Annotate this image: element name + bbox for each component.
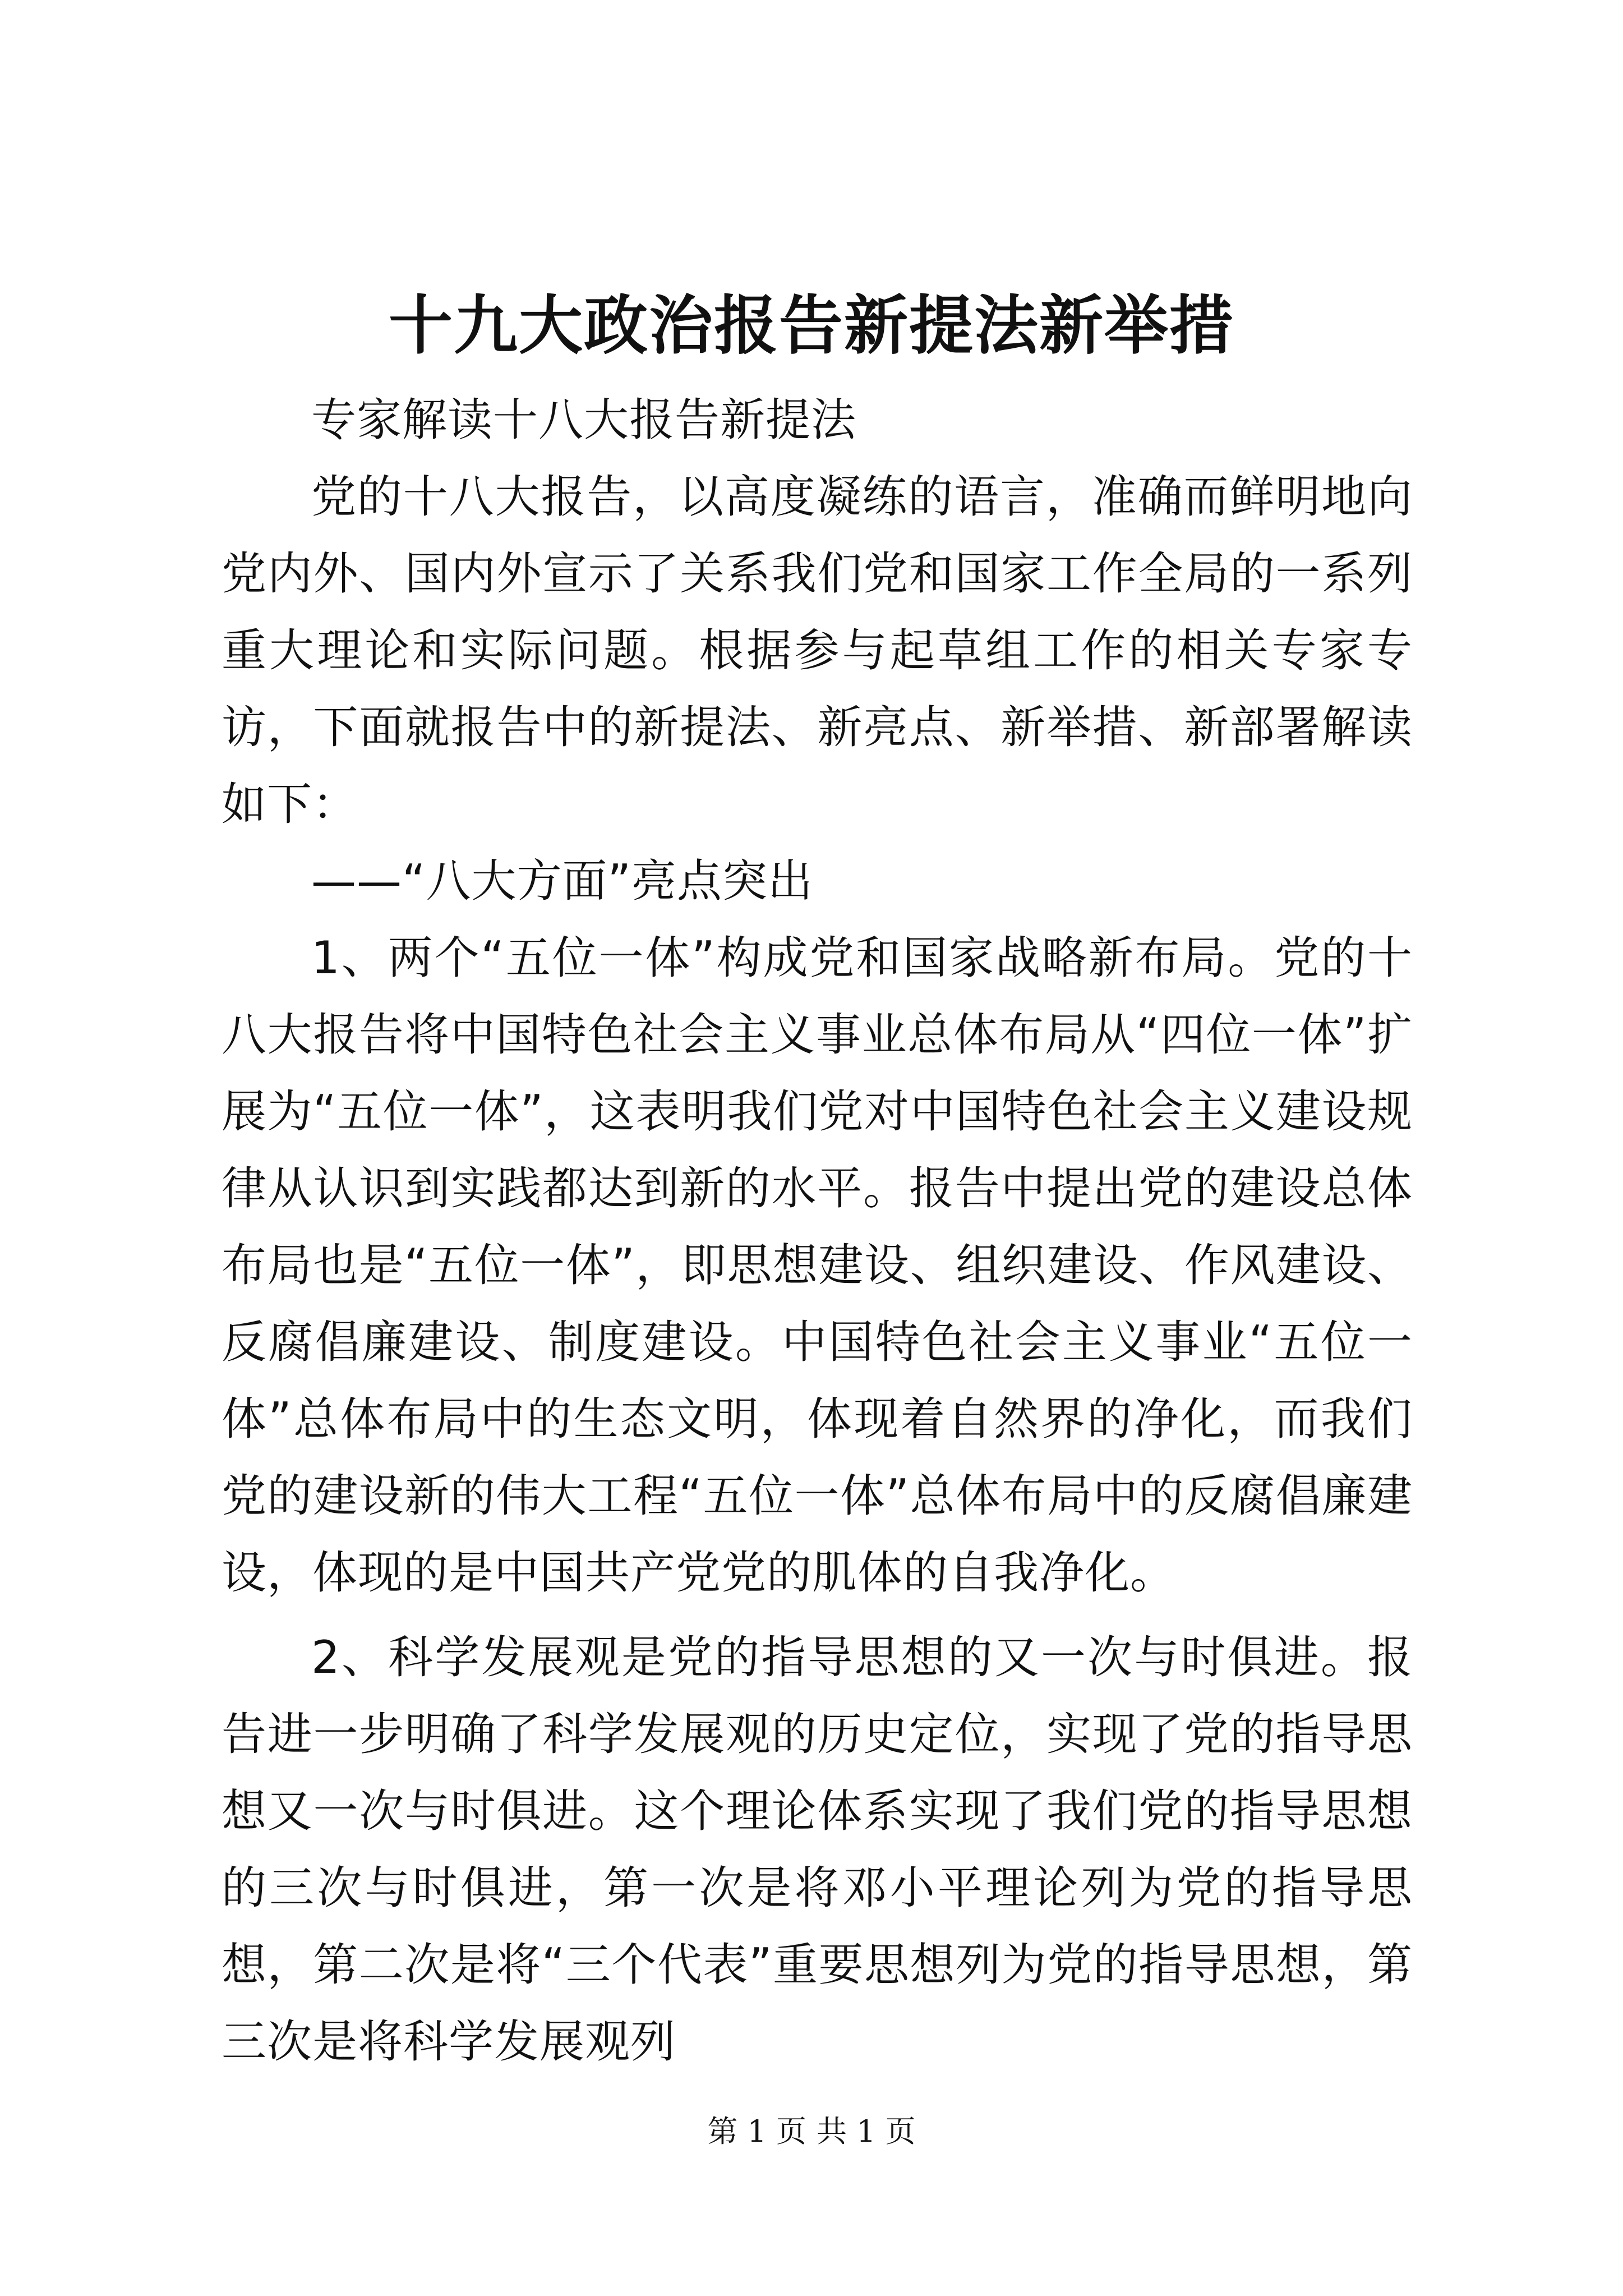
point-1-paragraph: 1、两个“五位一体”构成党和国家战略新布局。党的十八大报告将中国特色社会主义事业总体布局从“四位一体”扩展为“五位一体”，这表明我们党对中国特色社会主义建设规律从认识到实践都达到新的水平。报告中提出党的建设总体布局也是“五位一体”，即思想建设、组织建设、作风建设、反腐倡廉建设、制度建设。中国特色社会主义事业“五位一体”总体布局中的生态文明，体现着自然界的净化，而我们党的建设新的伟大工程“五位一体”总体布局中的反腐倡廉建设，体现的是中国共产党党的肌体的自我净化。 <box>222 932 1413 1599</box>
page-number: 第 1 页 <box>707 2114 806 2149</box>
page-footer <box>0 2112 1623 2151</box>
subtitle-paragraph: 专家解读十八大报告新提法 <box>311 394 856 446</box>
intro-paragraph: 党的十八大报告，以高度凝练的语言，准确而鲜明地向党内外、国内外宣示了关系我们党和国家工作全局的一系列重大理论和实际问题。根据参与起草组工作的相关专家专访，下面就报告中的新提法、新亮点、新举措、新部署解读如下： <box>222 471 1413 830</box>
document-title: 十九大政治报告新提法新举措 <box>388 288 1234 363</box>
document-body <box>222 381 1413 2080</box>
section-heading: ——“八大方面”亮点突出 <box>311 855 813 907</box>
point-2-paragraph: 2、科学发展观是党的指导思想的又一次与时俱进。报告进一步明确了科学发展观的历史定位，实现了党的指导思想又一次与时俱进。这个理论体系实现了我们党的指导思想的三次与时俱进，第一次是将邓小平理论列为党的指导思想，第二次是将“三个代表”重要思想列为党的指导思想，第三次是将科学发展观列 <box>222 1631 1413 2068</box>
page-total: 共 1 页 <box>817 2114 916 2149</box>
